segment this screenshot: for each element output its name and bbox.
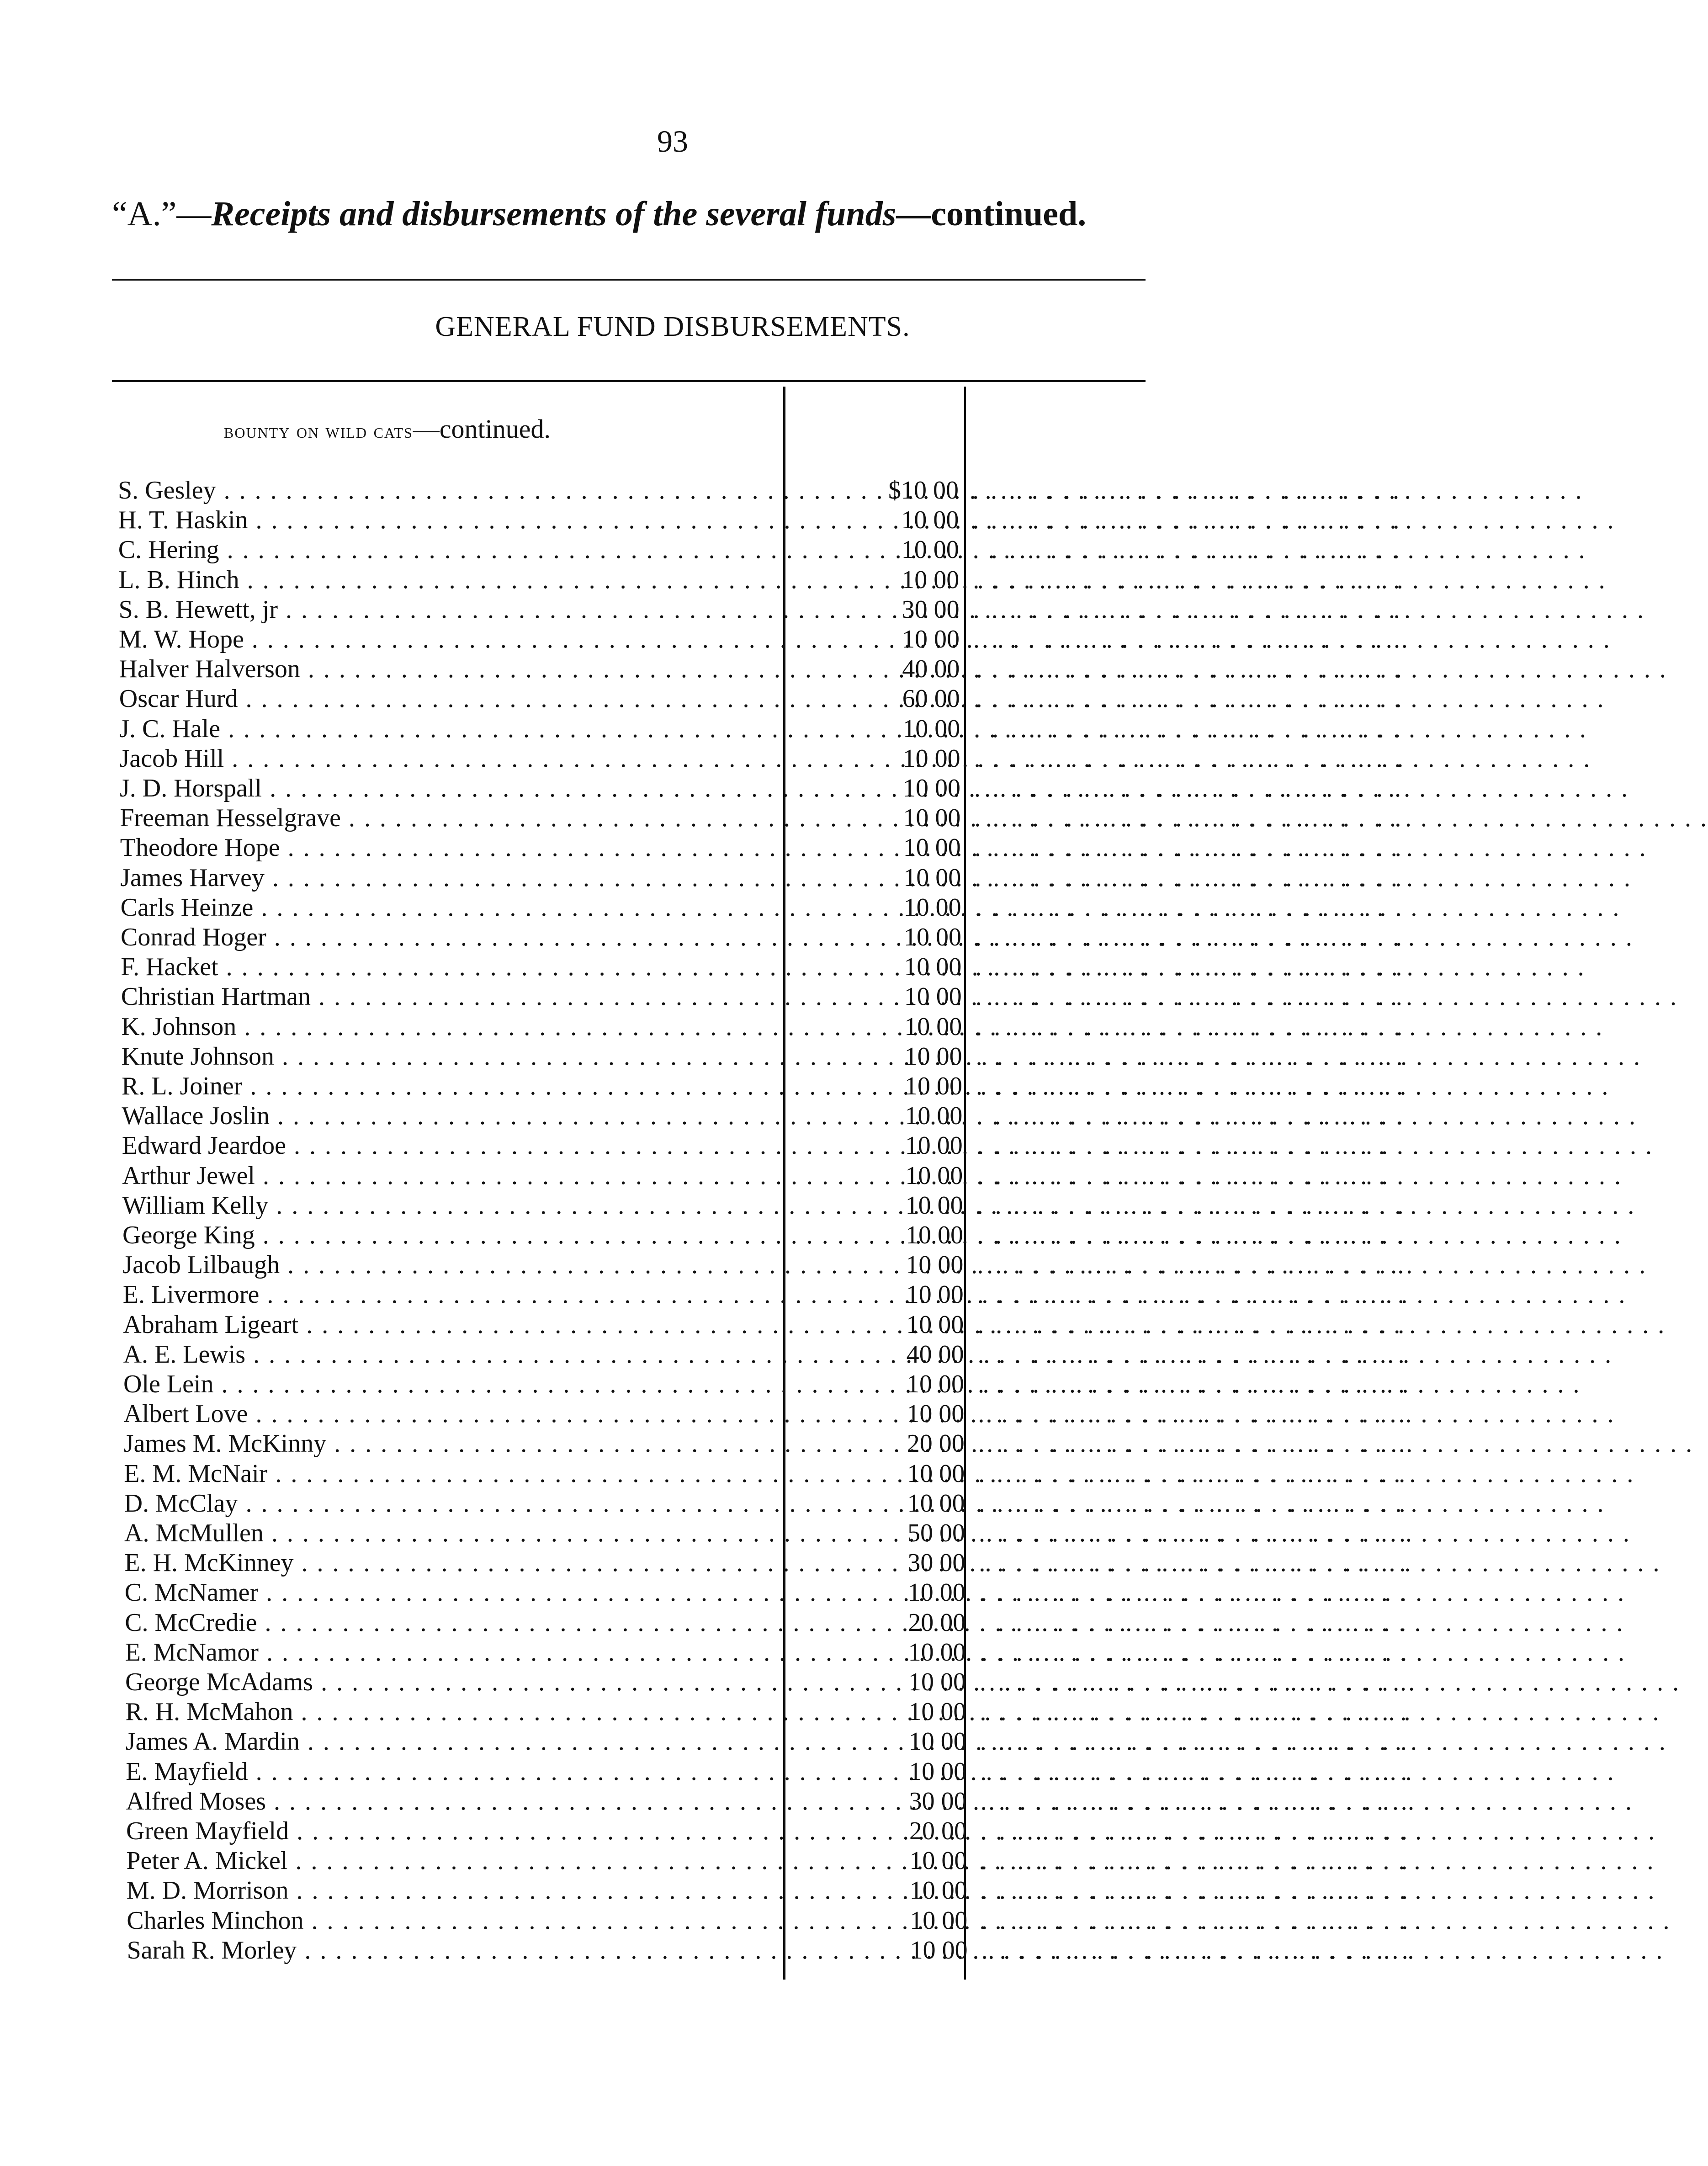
amount: 10 00 (906, 1251, 964, 1279)
payee-name: Charles Minchon . . . (127, 1906, 785, 1936)
table-row (123, 1339, 1407, 1370)
leader-dots: . . . . . . . . . . . . . . . . . . . . . . . . (979, 1638, 1409, 1667)
payee-name: Ole Lein . . . (123, 1369, 781, 1399)
leader-dots: . . . . . . . . . . . . . . . . . . . . . . . . (976, 1131, 1406, 1160)
table-row (119, 743, 1404, 774)
payee-name: Peter A. Mickel . . . (126, 1846, 784, 1876)
payee-name: James M. McKinny . . . (124, 1428, 782, 1459)
leader-dots: . . . . . . . . . . . . . . . . . . . . . . . . (979, 1578, 1409, 1607)
table-row (121, 982, 1405, 1012)
leader-dots: . . . . . . . . . . . . . . . . . . . . . . . . (975, 982, 1405, 1011)
table-row (119, 624, 1403, 654)
leader-dots: . . . . . . . . . . . . . . . . . . . . . . . . (979, 1519, 1408, 1547)
leader-dots: . . . . . . . . . . . . . . . . . . . . . . . . (976, 1102, 1406, 1131)
table-row (120, 833, 1404, 863)
leader-dots: . . . . . . . . . . . . . . . . . . . . . . . . (975, 923, 1405, 951)
payee-name: C. McCredie . . . (125, 1608, 783, 1638)
payee-name: K. Johnson . . . (121, 1012, 779, 1042)
table-row (126, 1816, 1410, 1846)
amount: 10 00 (902, 744, 960, 773)
amount: 10 00 (905, 1131, 963, 1160)
payee-name: E. Mayfield . . . (126, 1757, 784, 1787)
payee-name: E. Livermore . . . (123, 1279, 781, 1310)
payee-name: C. Hering . . . (118, 535, 776, 565)
payee-name: Halver Halverson . . . (119, 654, 777, 684)
amount: 10 00 (903, 804, 961, 833)
amount: 10 00 (905, 1191, 963, 1220)
payee-name: George King . . . (122, 1220, 780, 1250)
leader-dots: . . . . . . . . . . . . . . . . . . . . . . . . (972, 506, 1402, 535)
payee-name: M. W. Hope . . . (119, 624, 777, 654)
amount: 10 00 (904, 1012, 962, 1041)
table-row (119, 654, 1403, 684)
subheading-continued: —continued. (413, 414, 551, 444)
table-row (126, 1786, 1410, 1816)
payee-name: Christian Hartman . . . (121, 982, 779, 1012)
leader-dots: . . . . . . . . . . . . . . . . . . . . . . . . (980, 1668, 1409, 1696)
subheading-caps: bounty on wild cats (224, 419, 413, 442)
title-prefix: “A.”— (112, 195, 212, 233)
payee-name: E. H. McKinney . . . (124, 1548, 782, 1578)
table-row (118, 595, 1403, 625)
table-row (120, 803, 1404, 833)
amount: 60 00 (902, 685, 960, 713)
leader-dots: . . . . . . . . . . . . . . . . . . . . . . . . (974, 744, 1404, 773)
amount: 10 00 (904, 953, 962, 982)
leader-dots: . . . . . . . . . . . . . . . . . . . . . . . . (976, 1161, 1406, 1190)
table-row (121, 952, 1405, 982)
amount: 10 00 (908, 1727, 966, 1756)
leader-dots: . . . . . . . . . . . . . . . . . . . . . . . . (978, 1459, 1408, 1488)
leader-dots: . . . . . . . . . . . . . . . . . . . . . . . . (974, 714, 1404, 743)
leader-dots: . . . . . . . . . . . . . . . . . . . . . . . . (976, 1072, 1406, 1100)
table-row (124, 1577, 1409, 1608)
table-row (125, 1608, 1409, 1638)
payee-name: Edward Jeardoe . . . (122, 1131, 780, 1161)
amount: 10 00 (903, 893, 961, 922)
table-row (125, 1667, 1409, 1697)
payee-name: Freeman Hesselgrave . . . (120, 803, 778, 833)
amount: 50 00 (907, 1519, 965, 1547)
table-row (120, 773, 1404, 803)
amount: 10 00 (902, 625, 960, 653)
table-row (126, 1875, 1411, 1906)
amount: 10 00 (905, 1072, 962, 1100)
amount: 20 00 (908, 1608, 966, 1637)
table-row (127, 1906, 1411, 1936)
subheading (224, 414, 551, 444)
amount: 10 00 (903, 774, 960, 802)
leader-dots: . . . . . . . . . . . . . . . . . . . . . . . . (973, 595, 1403, 624)
table-row (118, 535, 1402, 565)
amount: 10 00 (910, 1936, 968, 1964)
table-row (123, 1428, 1408, 1459)
leader-dots: . . . . . . . . . . . . . . . . . . . . . . . . (980, 1727, 1410, 1756)
leader-dots: . . . . . . . . . . . . . . . . . . . . . . . . (977, 1310, 1407, 1339)
payee-name: F. Hacket . . . (121, 952, 779, 982)
table-row (122, 1161, 1406, 1191)
leader-dots: . . . . . . . . . . . . . . . . . . . . . . . . (979, 1549, 1409, 1577)
table-row (118, 505, 1402, 535)
leader-dots: . . . . . . . . . . . . . . . . . . . . . . . . (976, 1191, 1406, 1220)
payee-name: S. B. Hewett, jr . . . (119, 595, 777, 625)
leader-dots: . . . . . . . . . . . . . . . . . . . . . . . . (981, 1936, 1411, 1964)
payee-name: Jacob Hill . . . (120, 743, 778, 774)
table-row (122, 1101, 1406, 1131)
page-title (112, 194, 1086, 234)
amount: 10 00 (904, 1042, 962, 1071)
payee-name: H. T. Haskin . . . (118, 505, 776, 535)
table-row (122, 1131, 1406, 1161)
leader-dots: . . . . . . . . . . . . . . . . . . . . . . . . (981, 1817, 1410, 1845)
payee-name: M. D. Morrison . . . (127, 1875, 785, 1906)
amount: 10 00 (906, 1221, 963, 1249)
amount: 10 00 (908, 1698, 966, 1726)
amount: 10 00 (910, 1906, 968, 1935)
amount: 10 00 (908, 1638, 966, 1667)
leader-dots: . . . . . . . . . . . . . . . . . . . . . . . . (979, 1608, 1409, 1637)
amount: 10 00 (902, 714, 960, 743)
payee-name: Albert Love . . . (123, 1399, 781, 1429)
payee-name: James A. Mardin . . . (126, 1726, 784, 1757)
amount: 10 00 (909, 1847, 967, 1875)
leader-dots: . . . . . . . . . . . . . . . . . . . . . . . . (981, 1847, 1411, 1875)
payee-name: James Harvey . . . (120, 863, 778, 893)
table-row (118, 565, 1403, 595)
leader-dots: . . . . . . . . . . . . . . . . . . . . . . . . (978, 1489, 1408, 1518)
leader-dots: . . . . . . . . . . . . . . . . . . . . . . . . (973, 565, 1403, 594)
page-number: 93 (657, 124, 688, 159)
amount: 20 00 (909, 1817, 967, 1845)
table-row (121, 1041, 1406, 1072)
leader-dots: . . . . . . . . . . . . . . . . . . . . . . . . (973, 625, 1403, 653)
payee-name: J. D. Horspall . . . (120, 773, 778, 803)
table-row (118, 475, 1402, 505)
amount: 40 00 (906, 1340, 964, 1369)
payee-name: C. McNamer . . . (125, 1577, 783, 1608)
amount: 30 00 (902, 595, 960, 624)
leader-dots: . . . . . . . . . . . . . . . . . . . . . . . . (975, 863, 1405, 892)
payee-name: Abraham Ligeart . . . (123, 1310, 781, 1340)
payee-name: Green Mayfield . . . (126, 1816, 784, 1846)
payee-name: Conrad Hoger . . . (121, 922, 779, 952)
table-row (125, 1726, 1410, 1757)
table-row (122, 1190, 1406, 1221)
table-row (126, 1757, 1410, 1787)
leader-dots: . . . . . . . . . . . . . . . . . . . . . . . . (978, 1400, 1408, 1428)
amount: 10 00 (907, 1459, 965, 1488)
table-row (124, 1548, 1409, 1578)
leader-dots: . . . . . . . . . . . . . . . . . . . . . . . . (980, 1787, 1410, 1816)
payee-name: Theodore Hope . . . (120, 833, 778, 863)
title-suffix: —continued. (896, 195, 1087, 233)
payee-name: S. Gesley . . . (118, 475, 776, 505)
payee-name: Alfred Moses . . . (126, 1786, 784, 1816)
leader-dots: . . . . . . . . . . . . . . . . . . . . . . . . (974, 774, 1404, 802)
table-row (122, 1071, 1406, 1101)
amount: 10 00 (906, 1280, 964, 1309)
leader-dots: . . . . . . . . . . . . . . . . . . . . . . . . (972, 476, 1402, 504)
amount: 10 00 (907, 1489, 965, 1518)
amount: $10 00 (888, 476, 959, 504)
table-row (121, 1012, 1406, 1042)
leader-dots: . . . . . . . . . . . . . . . . . . . . . . . . (977, 1340, 1407, 1369)
table-row (122, 1279, 1407, 1310)
amount: 10 00 (901, 506, 959, 535)
title-italic: Receipts and disbursements of the several funds (211, 195, 896, 233)
amount: 10 00 (904, 923, 961, 951)
payee-name: E. M. McNair . . . (124, 1459, 782, 1489)
amount: 10 00 (906, 1310, 964, 1339)
amount: 10 00 (904, 982, 962, 1011)
payee-name: Wallace Joslin . . . (122, 1101, 780, 1131)
leader-dots: . . . . . . . . . . . . . . . . . . . . . . . . (972, 536, 1402, 564)
amount: 30 00 (909, 1787, 967, 1816)
payee-name: A. McMullen . . . (124, 1518, 782, 1548)
payee-name: Sarah R. Morley . . . (127, 1935, 785, 1965)
leader-dots: . . . . . . . . . . . . . . . . . . . . . . . . (975, 893, 1405, 922)
payee-name: L. B. Hinch . . . (118, 565, 776, 595)
amount: 10 00 (908, 1668, 966, 1696)
leader-dots: . . . . . . . . . . . . . . . . . . . . . . . . (974, 804, 1404, 833)
leader-dots: . . . . . . . . . . . . . . . . . . . . . . . . (978, 1370, 1407, 1398)
top-rule (112, 279, 1146, 281)
payee-name: Carls Heinze . . . (121, 892, 779, 923)
table-row (120, 863, 1405, 893)
leader-dots: . . . . . . . . . . . . . . . . . . . . . . . . (976, 1042, 1406, 1071)
payee-name: Oscar Hurd . . . (119, 684, 777, 714)
amount: 10 00 (901, 536, 959, 564)
amount: 10 00 (902, 565, 960, 594)
table-row (123, 1399, 1408, 1429)
amount: 10 00 (905, 1102, 963, 1131)
table-row (125, 1697, 1410, 1727)
table-row (124, 1518, 1408, 1548)
table-row (121, 922, 1405, 952)
amount: 10 00 (909, 1876, 967, 1905)
amount: 10 00 (905, 1161, 963, 1190)
table-row (123, 1369, 1407, 1399)
table-row (122, 1250, 1407, 1280)
payee-name: Arthur Jewel . . . (122, 1161, 780, 1191)
payee-name: E. McNamor . . . (125, 1637, 783, 1667)
table-top-rule (112, 380, 1146, 382)
leader-dots: . . . . . . . . . . . . . . . . . . . . . . . . (973, 655, 1403, 684)
payee-name: Jacob Lilbaugh . . . (122, 1250, 780, 1280)
table-row (124, 1488, 1408, 1518)
payee-name: William Kelly . . . (122, 1190, 780, 1221)
payee-name: George McAdams . . . (125, 1667, 783, 1697)
leader-dots: . . . . . . . . . . . . . . . . . . . . . . . . (980, 1698, 1410, 1726)
amount: 10 00 (907, 1578, 965, 1607)
payee-name: Knute Johnson . . . (122, 1041, 780, 1072)
amount: 10 00 (903, 863, 961, 892)
section-heading: GENERAL FUND DISBURSEMENTS. (435, 311, 910, 342)
leader-dots: . . . . . . . . . . . . . . . . . . . . . . . . (981, 1906, 1411, 1935)
payee-name: A. E. Lewis . . . (123, 1339, 781, 1370)
table-row (119, 714, 1404, 744)
amount: 30 00 (907, 1549, 965, 1577)
amount: 10 00 (909, 1757, 967, 1786)
payee-name: R. H. McMahon . . . (125, 1697, 783, 1727)
table-row (122, 1220, 1406, 1250)
leader-dots: . . . . . . . . . . . . . . . . . . . . . . . . (978, 1429, 1408, 1458)
table-row (124, 1459, 1408, 1489)
table-row (127, 1935, 1411, 1965)
table-row (125, 1637, 1409, 1667)
leader-dots: . . . . . . . . . . . . . . . . . . . . . . . . (975, 953, 1405, 982)
table-row (126, 1846, 1411, 1876)
amount: 40 00 (902, 655, 960, 684)
payee-name: R. L. Joiner . . . (122, 1071, 780, 1101)
amount: 10 00 (907, 1370, 964, 1398)
leader-dots: . . . . . . . . . . . . . . . . . . . . . . . . (973, 685, 1403, 713)
leader-dots: . . . . . . . . . . . . . . . . . . . . . . . . (977, 1280, 1407, 1309)
leader-dots: . . . . . . . . . . . . . . . . . . . . . . . . (980, 1757, 1410, 1786)
leader-dots: . . . . . . . . . . . . . . . . . . . . . . . . (981, 1876, 1411, 1905)
leader-dots: . . . . . . . . . . . . . . . . . . . . . . . . (976, 1012, 1406, 1041)
amount: 10 00 (907, 1400, 965, 1428)
leader-dots: . . . . . . . . . . . . . . . . . . . . . . . . (974, 833, 1404, 862)
payee-name: D. McClay . . . (124, 1488, 782, 1518)
leader-dots: . . . . . . . . . . . . . . . . . . . . . . . . (977, 1251, 1407, 1279)
amount: 10 00 (903, 833, 961, 862)
amount: 20 00 (907, 1429, 965, 1458)
table-row (120, 892, 1405, 923)
leader-dots: . . . . . . . . . . . . . . . . . . . . . . . . (977, 1221, 1406, 1249)
table-row (119, 684, 1403, 714)
payee-name: J. C. Hale . . . (119, 714, 777, 744)
table-row (123, 1310, 1407, 1340)
